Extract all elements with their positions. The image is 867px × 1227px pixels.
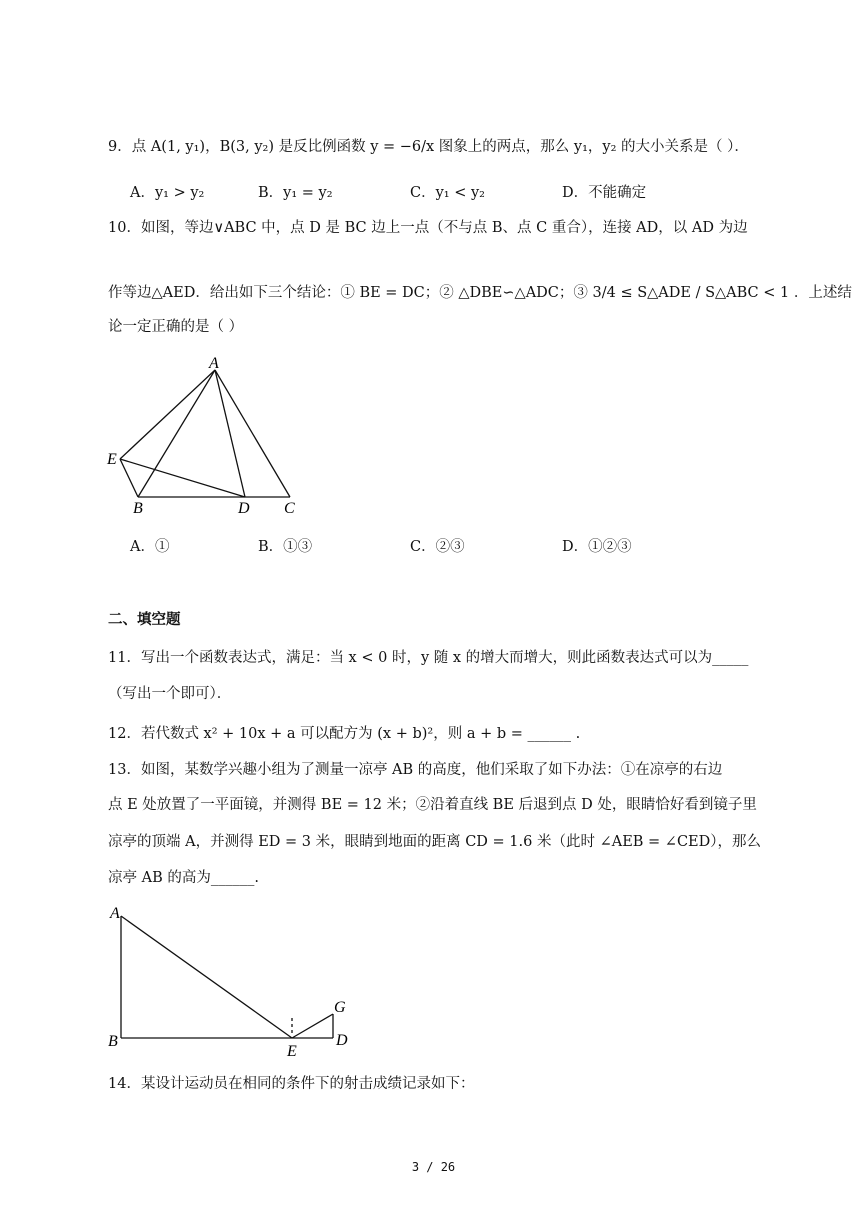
q10-stem-line1: 10．如图，等边∨ABC 中，点 D 是 BC 边上一点（不与点 B、点 C 重合），连接 AD，以 AD 为边: [108, 220, 748, 236]
q13-label-g: G: [334, 999, 346, 1016]
q10-option-a: A．①: [130, 539, 170, 555]
q13-label-b: B: [108, 1033, 118, 1050]
q9-option-a: A．y₁ > y₂: [130, 185, 205, 201]
q10-label-a: A: [209, 355, 219, 372]
q9-stem: 9．点 A(1, y₁)，B(3, y₂) 是反比例函数 y = −6/x 图象上的两点，那么 y₁，y₂ 的大小关系是（ ）．: [108, 139, 749, 155]
q10-stem-line3: 论一定正确的是（ ）: [108, 319, 244, 335]
q10-option-d: D．①②③: [562, 539, 632, 555]
q9-option-b: B．y₁ = y₂: [258, 185, 333, 201]
q13-stem-line2: 点 E 处放置了一平面镜，并测得 BE = 12 米；②沿着直线 BE 后退到点 D 处，眼睛恰好看到镜子里: [108, 797, 757, 813]
q9-option-c: C．y₁ < y₂: [410, 185, 485, 201]
q10-label-c: C: [284, 500, 295, 517]
q10-stem-line2: 作等边△AED．给出如下三个结论：① BE = DC；② △DBE∽△ADC；③ 3/4 ≤ S△ADE / S△ABC < 1 ．上述结: [108, 285, 852, 301]
q10-label-e: E: [107, 451, 117, 468]
q11-stem-line1: 11．写出一个函数表达式，满足：当 x < 0 时，y 随 x 的增大而增大，则此函数表达式可以为_____: [108, 650, 749, 666]
q10-option-b: B．①③: [258, 539, 313, 555]
q10-label-b: B: [133, 500, 143, 517]
q11-stem-line2: （写出一个即可）．: [108, 686, 232, 702]
q10-triangle-figure: [100, 350, 310, 520]
page-number: 3 / 26: [411, 1160, 456, 1174]
q10-option-c: C．②③: [410, 539, 465, 555]
q10-label-d: D: [238, 500, 250, 517]
q13-stem-line3: 凉亭的顶端 A，并测得 ED = 3 米，眼睛到地面的距离 CD = 1.6 米（此时 ∠AEB = ∠CED），那么: [108, 834, 762, 850]
q9-option-d: D．不能确定: [562, 185, 647, 201]
q12-stem: 12．若代数式 x² + 10x + a 可以配方为 (x + b)²，则 a + b = ______ .: [108, 726, 581, 742]
q13-stem-line1: 13．如图，某数学兴趣小组为了测量一凉亭 AB 的高度，他们采取了如下办法：①在凉亭的右边: [108, 762, 723, 778]
q13-label-d: D: [336, 1032, 348, 1049]
q13-label-e: E: [287, 1043, 297, 1060]
q13-label-a: A: [110, 905, 120, 922]
q13-stem-line4: 凉亭 AB 的高为______.: [108, 870, 259, 886]
section-title-fill-in: 二、填空题: [108, 611, 181, 628]
q14-stem: 14．某设计运动员在相同的条件下的射击成绩记录如下：: [108, 1076, 475, 1092]
q13-pavilion-figure: [100, 900, 370, 1060]
